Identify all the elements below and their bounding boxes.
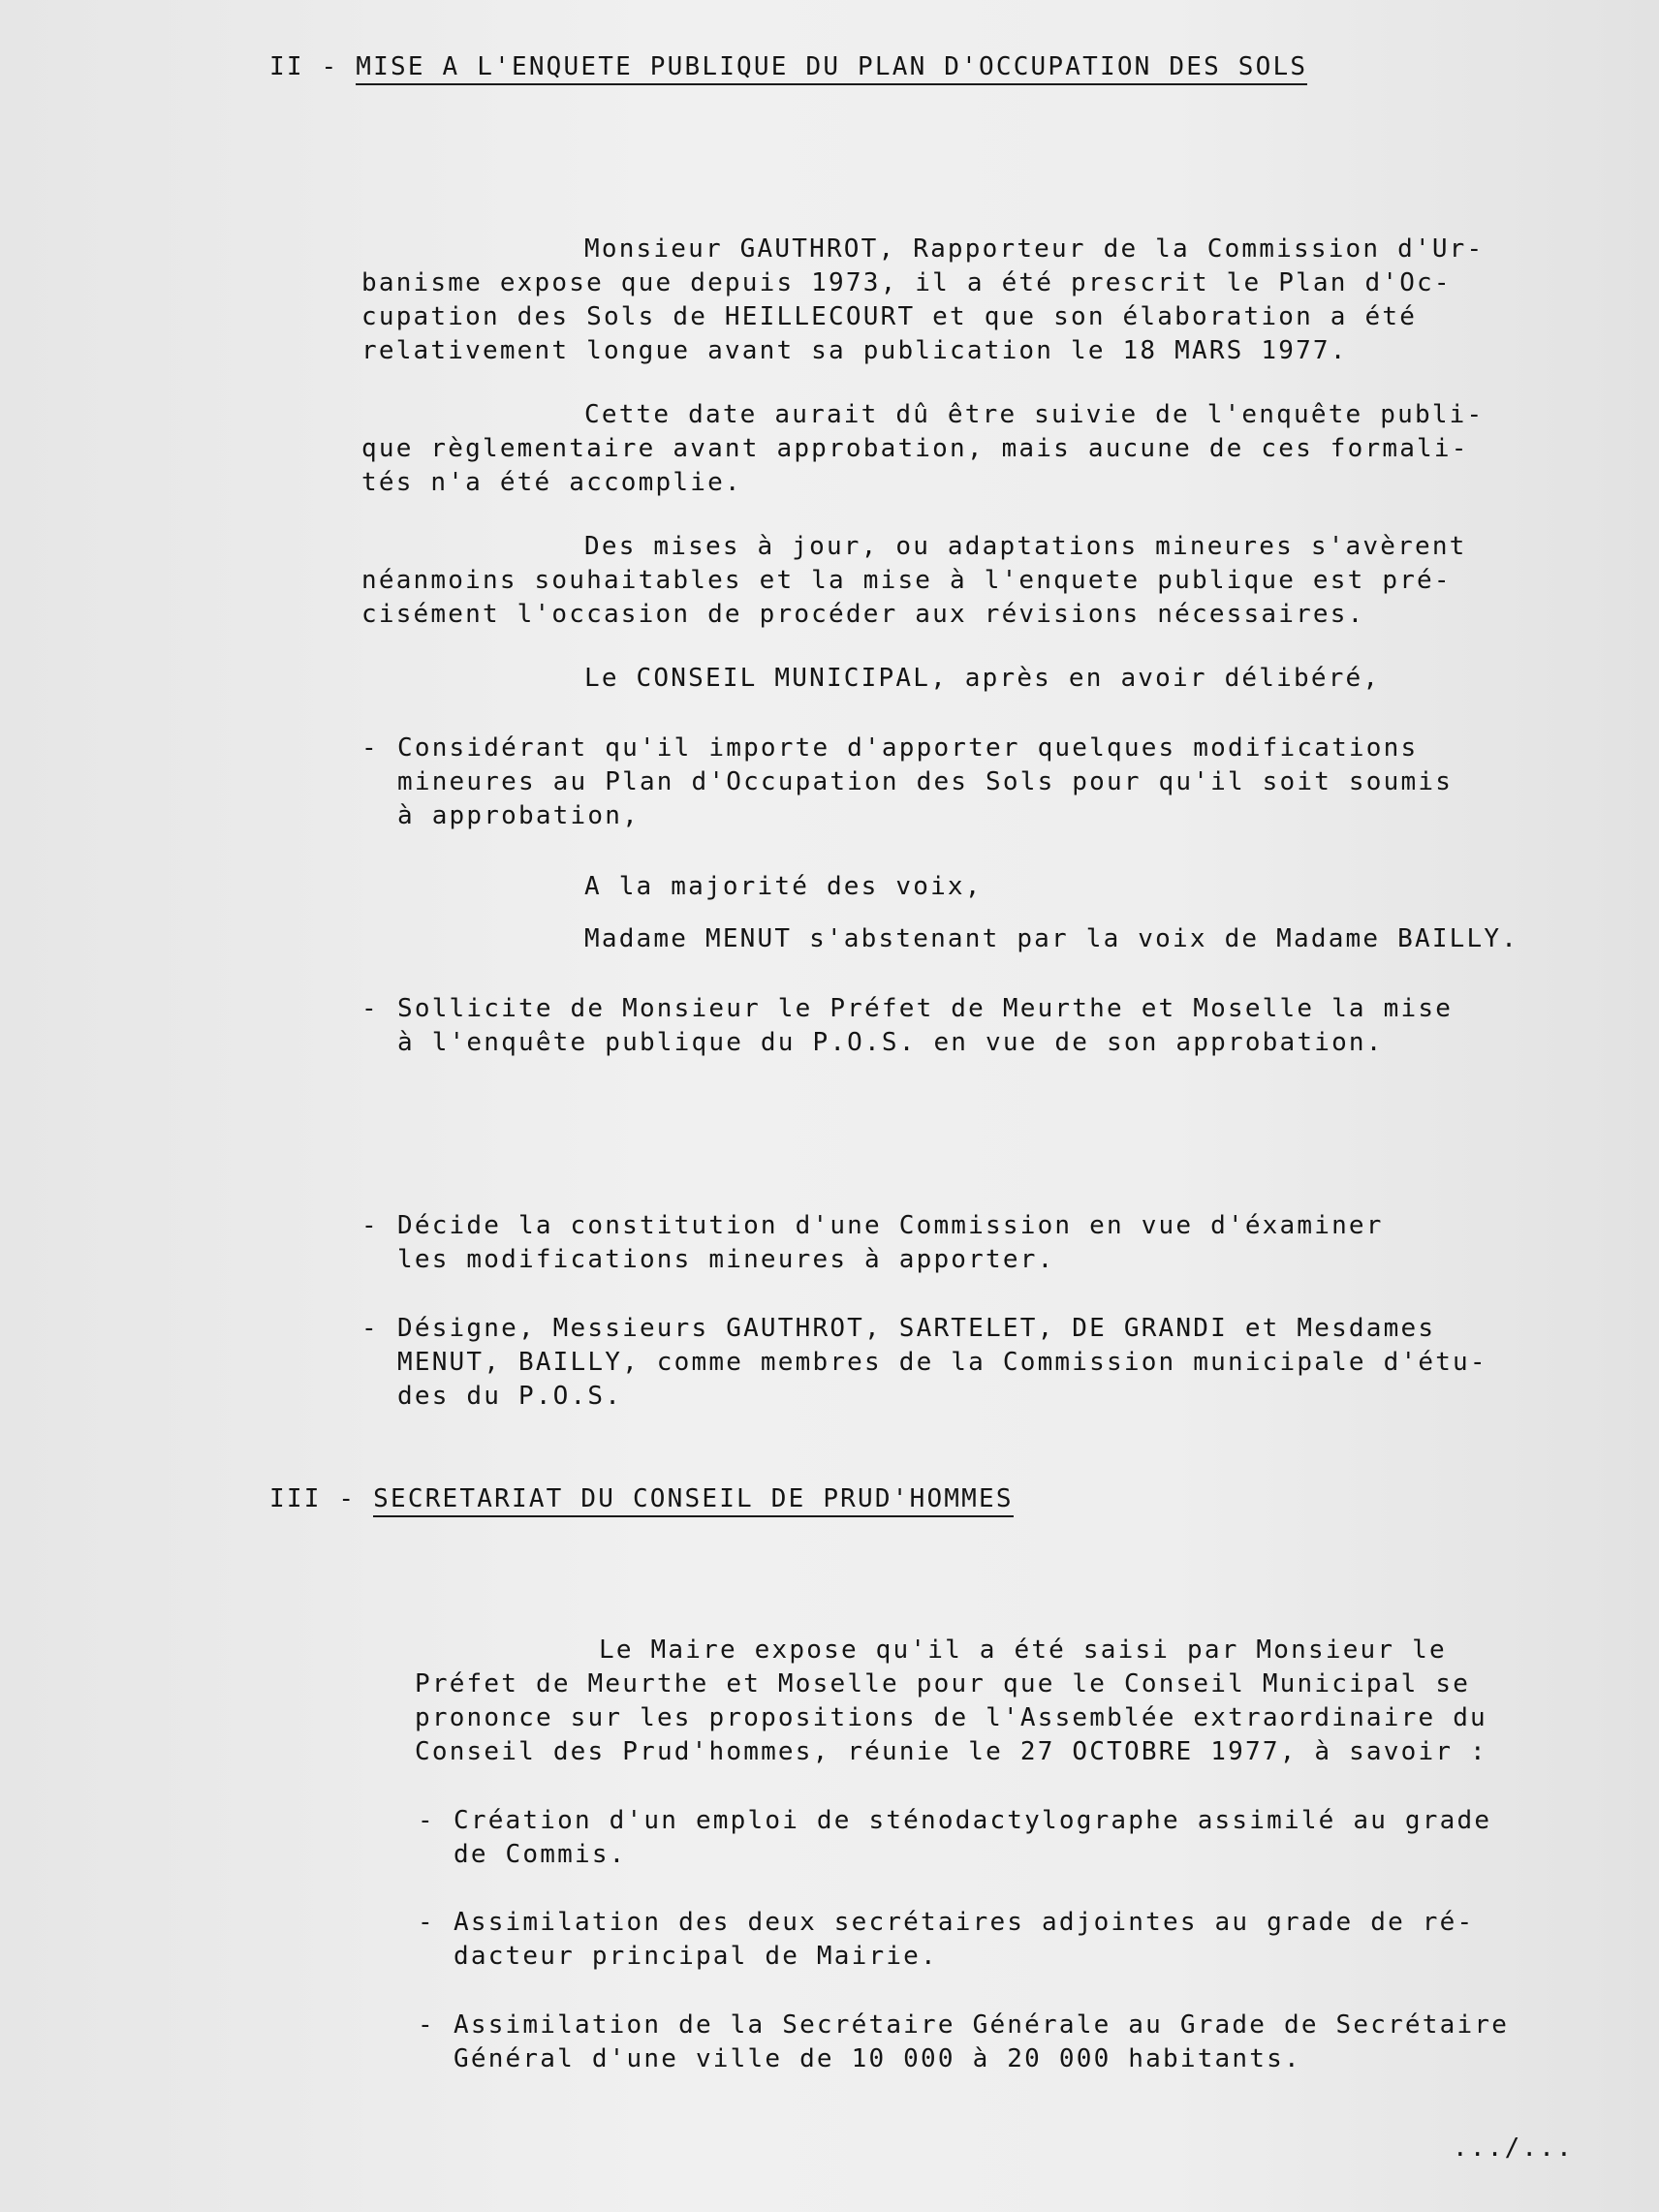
text-line: Désigne, Messieurs GAUTHROT, SARTELET, DE GRANDI et Mesdames [397, 1314, 1436, 1343]
text-line: Des mises à jour, ou adaptations mineures s'avèrent [584, 532, 1467, 561]
text-line: mineures au Plan d'Occupation des Sols pour qu'il soit soumis [397, 767, 1454, 796]
section-3-title: SECRETARIAT DU CONSEIL DE PRUD'HOMMES [373, 1484, 1014, 1517]
text-line: à approbation, [397, 801, 640, 830]
text-line: tés n'a été accomplie. [361, 468, 742, 497]
bullet-dash: - [418, 1908, 435, 1937]
text-line: cupation des Sols de HEILLECOURT et que son élaboration a été [361, 302, 1418, 331]
text-line: Décide la constitution d'une Commission en vue d'éxaminer [397, 1211, 1384, 1240]
text-line: cisément l'occasion de procéder aux révisions nécessaires. [361, 600, 1365, 629]
text-line: à l'enquête publique du P.O.S. en vue de son approbation. [397, 1028, 1384, 1057]
text-line: Considérant qu'il importe d'apporter quelques modifications [397, 733, 1419, 763]
abstention-line: Madame MENUT s'abstenant par la voix de Madame BAILLY. [584, 924, 1519, 953]
text-line: Conseil des Prud'hommes, réunie le 27 OCTOBRE 1977, à savoir : [415, 1737, 1487, 1766]
section-2-title: MISE A L'ENQUETE PUBLIQUE DU PLAN D'OCCUPATION DES SOLS [356, 52, 1307, 85]
text-line: prononce sur les propositions de l'Assemblée extraordinaire du [415, 1703, 1487, 1732]
section-2-heading [269, 50, 1307, 84]
bullet-dash: - [418, 2010, 435, 2040]
text-line: Préfet de Meurthe et Moselle pour que le Conseil Municipal se [415, 1669, 1471, 1698]
text-line: MENUT, BAILLY, comme membres de la Commission municipale d'étu- [397, 1348, 1487, 1377]
text-line: néanmoins souhaitables et la mise à l'enquete publique est pré- [361, 566, 1452, 595]
bullet-dash: - [361, 1211, 379, 1240]
conseil-deliberation-line: Le CONSEIL MUNICIPAL, après en avoir délibéré, [584, 664, 1381, 693]
text-line: Assimilation de la Secrétaire Générale au Grade de Secrétaire [454, 2010, 1510, 2040]
section-3-heading [269, 1482, 1014, 1516]
bullet-dash: - [418, 1806, 435, 1835]
section-2-paragraph-1 [361, 233, 1484, 368]
bullet-dash: - [361, 733, 379, 763]
text-line: Cette date aurait dû être suivie de l'enquête publi- [584, 400, 1485, 429]
continuation-mark: .../... [1453, 2134, 1574, 2163]
section-2-paragraph-3 [361, 530, 1467, 632]
text-line: banisme expose que depuis 1973, il a été prescrit le Plan d'Oc- [361, 268, 1452, 297]
text-line: Le Maire expose qu'il a été saisi par Monsieur le [599, 1636, 1447, 1665]
text-line: Sollicite de Monsieur le Préfet de Meurthe et Moselle la mise [397, 994, 1454, 1023]
section-3-paragraph-1 [415, 1634, 1487, 1769]
text-line: Assimilation des deux secrétaires adjointes au grade de ré- [454, 1908, 1475, 1937]
majority-line: A la majorité des voix, [584, 872, 983, 901]
text-line: des du P.O.S. [397, 1382, 623, 1411]
text-line: Général d'une ville de 10 000 à 20 000 habitants. [454, 2044, 1301, 2073]
bullet-dash: - [361, 994, 379, 1023]
section-2-number: II - [269, 52, 339, 81]
text-line: Création d'un emploi de sténodactylographe assimilé au grade [454, 1806, 1492, 1835]
text-line: les modifications mineures à apporter. [397, 1245, 1055, 1274]
text-line: de Commis. [454, 1840, 627, 1869]
bullet-dash: - [361, 1314, 379, 1343]
section-3-number: III - [269, 1484, 357, 1513]
text-line: que règlementaire avant approbation, mais aucune de ces formali- [361, 434, 1469, 463]
section-2-paragraph-2 [361, 398, 1484, 500]
text-line: dacteur principal de Mairie. [454, 1942, 938, 1971]
text-line: relativement longue avant sa publication le 18 MARS 1977. [361, 336, 1348, 365]
text-line: Monsieur GAUTHROT, Rapporteur de la Commission d'Ur- [584, 234, 1485, 264]
